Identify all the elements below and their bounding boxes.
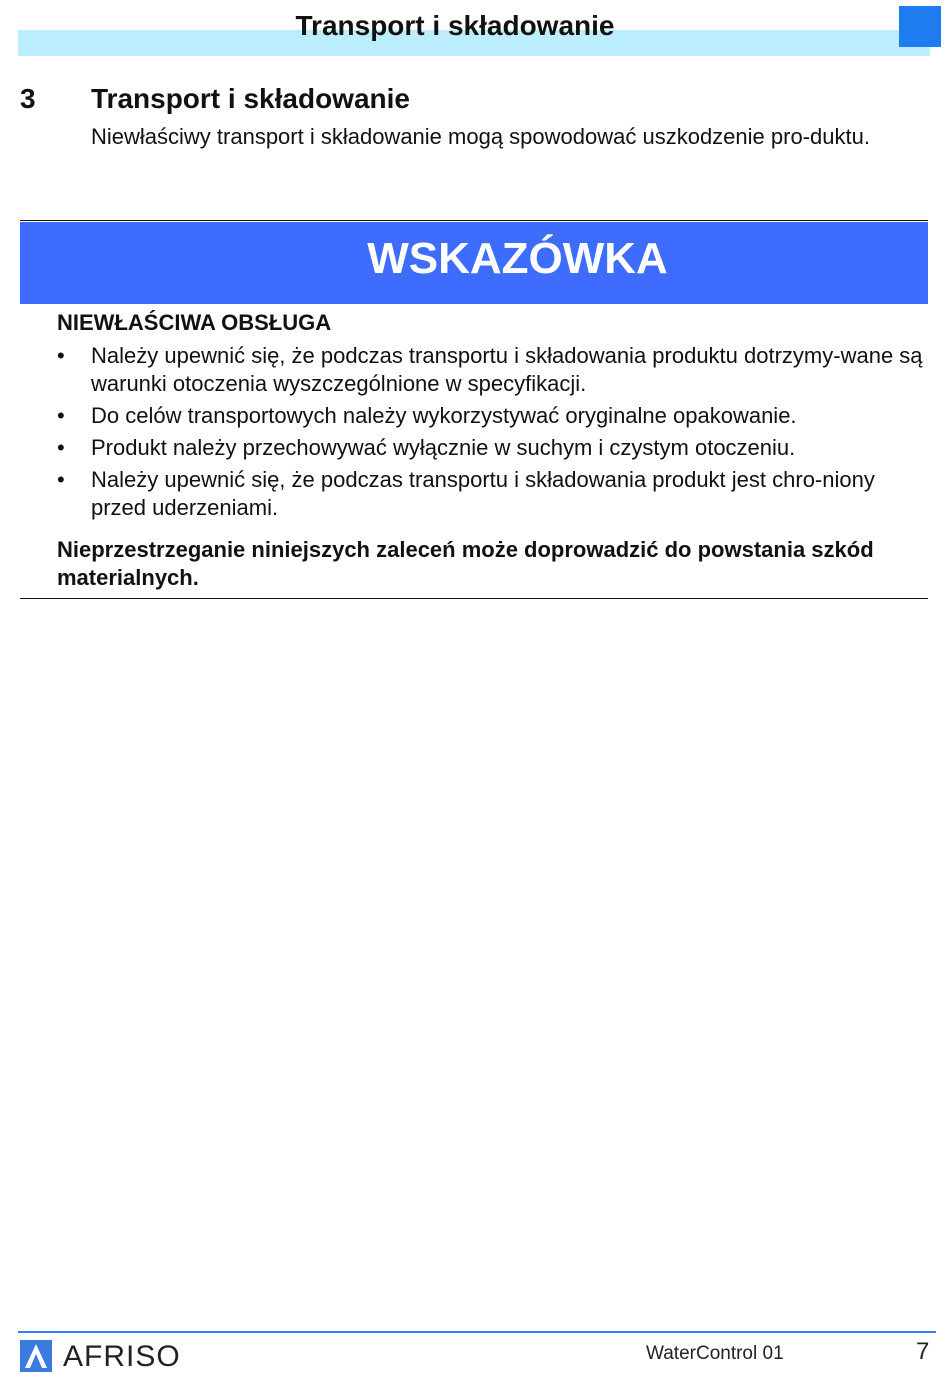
- section-title: Transport i składowanie: [91, 83, 410, 114]
- notice-subheading: NIEWŁAŚCIWA OBSŁUGA: [57, 310, 332, 335]
- bullet-icon: •: [57, 435, 65, 460]
- section-number: 3: [20, 83, 36, 114]
- notice-bottom-rule: [20, 598, 928, 599]
- footer-logo-text: AFRISO: [63, 1340, 181, 1373]
- notice-list-item: [57, 402, 925, 430]
- notice-item-text: Należy upewnić się, że podczas transportu i składowania produkt jest chro-niony przed uderzeniami.: [91, 467, 875, 520]
- notice-item-text: Do celów transportowych należy wykorzystywać oryginalne opakowanie.: [91, 403, 797, 428]
- notice-item-text: Produkt należy przechowywać wyłącznie w suchym i czystym otoczeniu.: [91, 435, 796, 460]
- notice-list: [57, 342, 925, 526]
- running-title: Transport i składowanie: [295, 10, 615, 41]
- notice-top-rule: [20, 220, 928, 221]
- page-number: 7: [916, 1338, 930, 1365]
- footer-rule: [18, 1331, 936, 1333]
- section-intro: Niewłaściwy transport i składowanie mogą spowodować uszkodzenie pro-duktu.: [91, 124, 870, 149]
- afriso-logo-icon: [20, 1340, 52, 1372]
- notice-list-item: [57, 434, 925, 462]
- bullet-icon: •: [57, 403, 65, 428]
- notice-list-item: [57, 466, 925, 522]
- notice-consequence: Nieprzestrzeganie niniejszych zaleceń może doprowadzić do powstania szkód materialnych.: [57, 537, 874, 590]
- bullet-icon: •: [57, 467, 65, 492]
- notice-list-item: [57, 342, 925, 398]
- notice-banner-label: WSKAZÓWKA: [367, 234, 668, 283]
- footer-product-name: WaterControl 01: [646, 1343, 784, 1364]
- bullet-icon: •: [57, 343, 65, 368]
- section-marker-square: [899, 6, 941, 47]
- notice-item-text: Należy upewnić się, że podczas transportu i składowania produktu dotrzymy-wane są warunki otoczenia wyszczególnione w specyfikacji.: [91, 343, 923, 396]
